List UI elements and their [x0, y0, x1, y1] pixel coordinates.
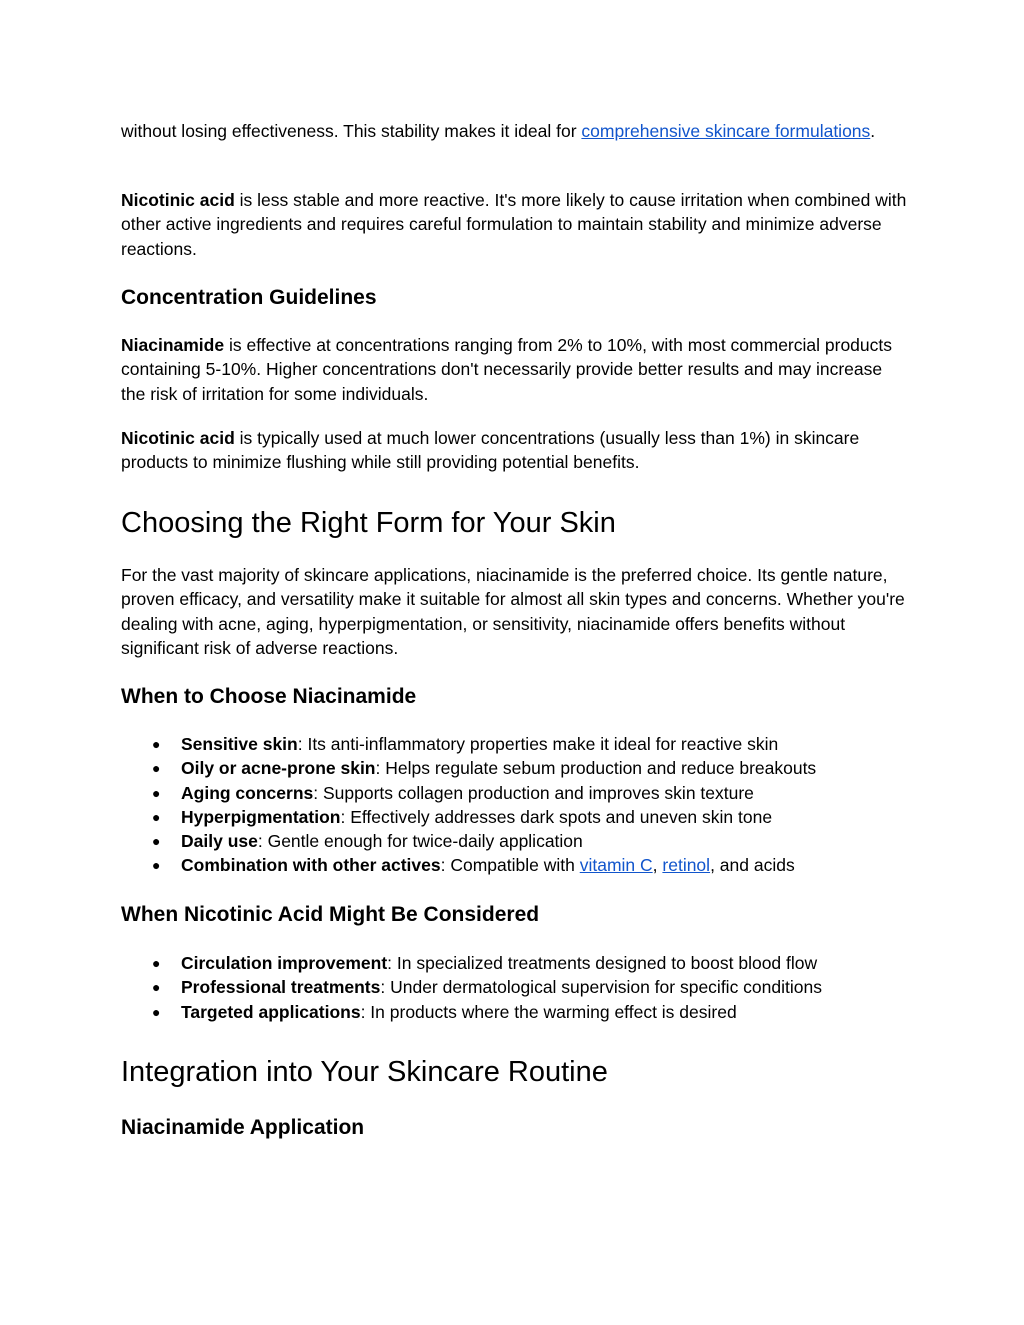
list-item — [121, 805, 911, 829]
bullet-icon: ● — [152, 760, 161, 777]
list-item-text: : Supports collagen production and improves skin texture — [313, 782, 754, 803]
heading-when-to-choose-niacinamide: When to Choose Niacinamide — [121, 685, 417, 708]
bold-term: Combination with other actives — [181, 855, 441, 876]
heading-when-nicotinic-acid: When Nicotinic Acid Might Be Considered — [121, 903, 540, 926]
paragraph-text: . — [870, 121, 876, 141]
paragraph-stability — [121, 119, 911, 143]
list-nicotinic-uses — [121, 951, 911, 1024]
bold-term: Nicotinic acid — [121, 428, 235, 448]
bold-term: Targeted applications — [181, 1001, 361, 1022]
bullet-icon: ● — [152, 979, 161, 996]
bold-term: Niacinamide — [121, 335, 225, 355]
list-item — [121, 853, 911, 877]
list-item-text: , and acids — [710, 855, 795, 876]
link-retinol[interactable]: retinol — [662, 855, 711, 876]
paragraph-nicotinic-stability — [121, 188, 911, 261]
bullet-icon: ● — [152, 1003, 161, 1020]
list-item-text: : Effectively addresses dark spots and uneven skin tone — [340, 806, 773, 827]
bold-term: Hyperpigmentation — [181, 806, 341, 827]
bold-term: Daily use — [181, 831, 258, 852]
link-comprehensive-skincare-formulations[interactable]: comprehensive skincare formulations — [581, 121, 871, 141]
bold-term: Aging concerns — [181, 782, 314, 803]
paragraph-niacinamide-concentration — [121, 333, 911, 406]
bold-term: Oily or acne-prone skin — [181, 758, 376, 779]
list-item — [121, 951, 911, 975]
list-item — [121, 732, 911, 756]
bullet-icon: ● — [152, 955, 161, 971]
bold-term: Sensitive skin — [181, 734, 298, 754]
paragraph-text: is effective at concentrations ranging from 2% to 10%, with most commercial products containing 5-10%. Higher concentrations don't necessarily provide better results and may increase the risk of irritation for some individuals. — [121, 335, 892, 404]
list-item-text: : Gentle enough for twice-daily application — [257, 831, 583, 852]
paragraph-preferred-choice: For the vast majority of skincare applications, niacinamide is the preferred choice. Its gentle nature, proven efficacy, and versatility make it suitable for almost all skin types and concerns. Whether you're dealing with acne, aging, hyperpigmentation, or sensitivity, niacinamide offers benefits without significant risk of adverse reactions. — [121, 565, 905, 658]
list-item — [121, 781, 911, 805]
bold-term: Professional treatments — [181, 977, 381, 998]
bullet-icon: ● — [152, 784, 161, 801]
list-item-text: , — [652, 855, 663, 876]
bullet-icon: ● — [152, 736, 161, 752]
list-item — [121, 1000, 911, 1024]
heading-integration-routine: Integration into Your Skincare Routine — [121, 1056, 608, 1088]
list-niacinamide-uses — [121, 732, 911, 878]
heading-niacinamide-application: Niacinamide Application — [121, 1116, 365, 1139]
list-item — [121, 975, 911, 999]
paragraph-text: is typically used at much lower concentrations (usually less than 1%) in skincare products to minimize flushing while still providing potential benefits. — [121, 428, 860, 473]
list-item — [121, 756, 911, 780]
bullet-icon: ● — [152, 833, 161, 850]
list-item-text: : In products where the warming effect is desired — [360, 1001, 737, 1022]
list-item-text: : Helps regulate sebum production and reduce breakouts — [375, 758, 817, 779]
bullet-icon: ● — [152, 857, 161, 874]
bold-term: Circulation improvement — [181, 953, 388, 973]
paragraph-text: is less stable and more reactive. It's more likely to cause irritation when combined with other active ingredients and requires careful formulation to maintain stability and minimize adverse reactions. — [121, 190, 907, 259]
bold-term: Nicotinic acid — [121, 190, 235, 210]
link-vitamin-c[interactable]: vitamin C — [579, 855, 653, 876]
list-item — [121, 829, 911, 853]
list-item-text: : Under dermatological supervision for specific conditions — [380, 977, 822, 998]
list-item-text: : Compatible with — [440, 855, 580, 876]
heading-concentration-guidelines: Concentration Guidelines — [121, 286, 377, 309]
paragraph-nicotinic-concentration — [121, 426, 911, 475]
list-item-text: : Its anti-inflammatory properties make it ideal for reactive skin — [297, 734, 779, 754]
list-item-text: : In specialized treatments designed to boost blood flow — [387, 953, 818, 973]
heading-choosing-right-form: Choosing the Right Form for Your Skin — [121, 507, 616, 539]
bullet-icon: ● — [152, 808, 161, 825]
paragraph-text: without losing effectiveness. This stability makes it ideal for — [121, 121, 582, 141]
